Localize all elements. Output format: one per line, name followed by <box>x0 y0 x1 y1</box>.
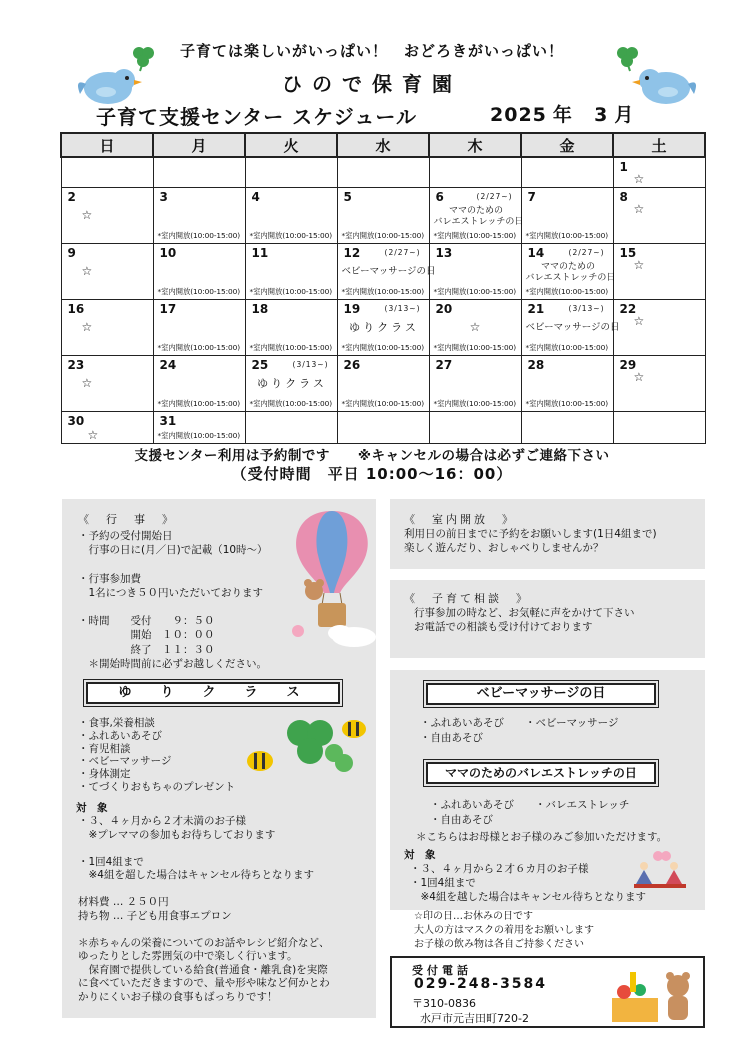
event-name: ママのための バレエストレッチの日 <box>525 261 616 283</box>
holiday-star: ☆ <box>633 172 645 186</box>
yuri-target-line: ＊赤ちゃんの栄養についてのお話やレシピ紹介など、 <box>78 936 330 949</box>
calendar-day-20 <box>429 299 521 355</box>
events-details <box>78 529 268 671</box>
day-number: 12 <box>343 245 361 260</box>
weekday-label: 金 <box>521 133 613 157</box>
calendar-day-6 <box>429 187 524 243</box>
day-number: 25 <box>251 357 269 372</box>
open-room-label: *室内開放(10:00-15:00) <box>157 342 240 352</box>
calendar-day-15 <box>613 243 705 299</box>
events-heading: 《 行 事 》 <box>78 513 176 526</box>
open-room-label: *室内開放(10:00-15:00) <box>525 286 608 296</box>
baby-massage-line: ・自由あそび <box>420 732 483 744</box>
day-number: 23 <box>67 357 85 372</box>
event-booking-start: (3/13~) <box>568 303 605 313</box>
day-number: 3 <box>159 189 168 204</box>
bee-icon <box>242 711 372 791</box>
calendar-empty-cell <box>521 157 613 187</box>
yuri-item: ・身体測定 <box>78 768 131 781</box>
day-number: 4 <box>251 189 260 204</box>
day-number: 21 <box>527 301 545 316</box>
day-number: 22 <box>619 301 637 316</box>
postal-code: 〒310-0836 <box>412 997 476 1010</box>
open-room-line: 楽しく遊んだり、おしゃべりしませんか？ <box>404 542 604 554</box>
events-line: 行事の日に(月／日)で記載（10時～） <box>78 544 268 557</box>
ballet-note: ＊こちらはお母様とお子様のみご参加いただけます。 <box>416 831 668 843</box>
day-number: 6 <box>435 189 444 204</box>
day-number: 9 <box>67 245 76 260</box>
calendar-day-14 <box>521 243 616 299</box>
calendar-day-4 <box>245 187 337 243</box>
open-room-panel <box>390 499 705 569</box>
calendar-empty-cell <box>153 157 245 187</box>
programs-panel <box>390 670 705 910</box>
yuri-target-line: かりにくいお子様の食事もばっちりです！ <box>78 990 278 1003</box>
event-name: ベビーマッサージの日 <box>341 265 436 277</box>
reception-hours: （受付時間 平日 10:00～16：00） <box>231 465 513 483</box>
calendar-day-31 <box>153 411 245 443</box>
calendar-empty-cell <box>245 157 337 187</box>
year-month <box>490 100 640 127</box>
calendar-week <box>61 187 705 243</box>
notice-line: お子様の飲み物は各自ご持参ください <box>414 939 584 950</box>
yuri-target-line: ※プレママの参加もお待ちしております <box>78 828 276 841</box>
calendar-day-5 <box>337 187 429 243</box>
holiday-star: ☆ <box>87 427 99 442</box>
notice <box>414 910 594 952</box>
event-booking-start: (2/27~) <box>568 247 605 257</box>
day-number: 15 <box>619 245 637 260</box>
calendar-day-12 <box>337 243 436 299</box>
weekday-label: 土 <box>613 133 705 157</box>
events-line: 開始 １０：００ <box>78 629 215 642</box>
weekday-label: 水 <box>337 133 429 157</box>
calendar-empty-cell <box>521 411 613 443</box>
holiday-star: ☆ <box>469 319 481 334</box>
day-number: 31 <box>159 413 177 428</box>
day-number: 5 <box>343 189 352 204</box>
events-line: ・予約の受付開始日 <box>78 530 173 542</box>
month: 3 <box>594 104 609 126</box>
open-room-label: *室内開放(10:00-15:00) <box>341 398 424 408</box>
calendar-day-16 <box>61 299 153 355</box>
ballet-line: ・ふれあいあそび ・バレエストレッチ <box>430 799 630 811</box>
open-room-line: 利用日の前日までに予約をお願いします(1日4組まで) <box>404 528 657 540</box>
calendar-day-28 <box>521 355 613 411</box>
open-room-label: *室内開放(10:00-15:00) <box>157 230 240 240</box>
calendar-day-30 <box>61 411 153 443</box>
open-room-label: *室内開放(10:00-15:00) <box>433 230 516 240</box>
consult-line: お電話での相談も受け付けております <box>414 621 593 633</box>
calendar-day-23 <box>61 355 153 411</box>
clover-icon <box>614 44 640 72</box>
calendar-day-7 <box>521 187 613 243</box>
yuri-target-line <box>78 842 330 856</box>
calendar-day-1 <box>613 157 705 187</box>
calendar-week <box>61 411 705 443</box>
ballet-title: ママのためのバレエストレッチの日 <box>426 762 656 784</box>
yuri-target-line: ・1回4組まで <box>78 855 144 868</box>
notice-line: ☆印の日…お休みの日です <box>414 911 533 922</box>
day-number: 17 <box>159 301 177 316</box>
yuri-item: ・てづくりおもちゃのプレゼント <box>78 780 236 793</box>
tagline: 子育ては楽しいがいっぱい！ おどろきがいっぱい！ <box>179 42 564 60</box>
events-line <box>78 557 268 571</box>
address: 水戸市元吉田町720-2 <box>420 1012 529 1025</box>
consult-heading: 《 子育て相談 》 <box>404 592 530 605</box>
event-name: ゆりクラス <box>257 376 327 390</box>
open-room-label: *室内開放(10:00-15:00) <box>249 398 332 408</box>
yuri-target-line: 持ち物 … 子ども用食事エプロン <box>78 909 232 922</box>
day-number: 8 <box>619 189 628 204</box>
day-number: 14 <box>527 245 545 260</box>
weekday-label: 月 <box>153 133 245 157</box>
yuri-target-line: ・３、４ヶ月から２才未満のお子様 <box>78 815 246 827</box>
holiday-star: ☆ <box>633 313 645 328</box>
holiday-star: ☆ <box>633 201 645 216</box>
yuri-target-line: 材料費 … ２５０円 <box>78 896 169 908</box>
day-number: 2 <box>67 189 76 204</box>
calendar-day-11 <box>245 243 337 299</box>
hot-air-balloon-illustration <box>284 507 380 657</box>
yuri-class-title: ゆ り ク ラ ス <box>86 682 340 704</box>
baby-massage-line: ・ふれあいあそび ・ベビーマッサージ <box>420 717 619 729</box>
weekday-label: 火 <box>245 133 337 157</box>
calendar-week <box>61 355 705 411</box>
open-room-label: *室内開放(10:00-15:00) <box>525 230 608 240</box>
open-room-label: *室内開放(10:00-15:00) <box>249 342 332 352</box>
open-room-label: *室内開放(10:00-15:00) <box>157 398 240 408</box>
yuri-target-line <box>78 923 330 937</box>
calendar-day-25 <box>245 355 337 411</box>
calendar-empty-cell <box>337 157 429 187</box>
open-room-label: *室内開放(10:00-15:00) <box>433 398 516 408</box>
open-room-label: *室内開放(10:00-15:00) <box>433 342 516 352</box>
yuri-target-line: に食べていただきますので、量や形や味など何かとわ <box>78 977 330 989</box>
hina-doll-icon <box>632 850 688 890</box>
calendar-empty-cell <box>61 157 153 187</box>
yuri-target-line: ※4組を超した場合はキャンセル待ちとなります <box>78 869 314 881</box>
weekday-header <box>61 133 705 157</box>
calendar-empty-cell <box>337 411 429 443</box>
open-room-label: *室内開放(10:00-15:00) <box>249 286 332 296</box>
holiday-star: ☆ <box>81 207 93 222</box>
reservation-notice: 支援センター利用は予約制です ※キャンセルの場合は必ずご連絡下さい <box>134 448 610 464</box>
calendar-empty-cell <box>429 157 521 187</box>
yuri-target-label: 対 象 <box>76 802 108 814</box>
calendar-week <box>61 157 705 187</box>
year-unit: 年 <box>552 104 573 126</box>
day-number: 11 <box>251 245 269 260</box>
day-number: 27 <box>435 357 453 372</box>
calendar-empty-cell <box>245 411 337 443</box>
events-line <box>78 600 268 614</box>
day-number: 24 <box>159 357 177 372</box>
calendar-table <box>60 132 706 444</box>
yuri-target-line <box>78 883 330 897</box>
ballet-target-label: 対 象 <box>404 849 436 861</box>
day-number: 7 <box>527 189 536 204</box>
open-room-label: *室内開放(10:00-15:00) <box>249 230 332 240</box>
year: 2025 <box>490 104 547 126</box>
open-room-label: *室内開放(10:00-15:00) <box>525 398 608 408</box>
open-room-label: *室内開放(10:00-15:00) <box>525 342 608 352</box>
holiday-star: ☆ <box>81 319 93 334</box>
holiday-star: ☆ <box>633 257 645 272</box>
yuri-item: ・ベビーマッサージ <box>78 755 172 768</box>
yuri-target-line: 保育園で提供している給食(普通食・離乳食)を実際 <box>78 963 328 976</box>
ballet-target-line: ※4組を越した場合はキャンセル待ちとなります <box>410 891 646 903</box>
toy-box-illustration <box>606 964 702 1026</box>
event-booking-start: (2/27~) <box>476 191 513 201</box>
baby-massage-title: ベビーマッサージの日 <box>426 683 656 705</box>
page-title: 子育て支援センター スケジュール <box>96 105 417 129</box>
yuri-items <box>78 717 235 794</box>
month-unit: 月 <box>614 104 635 126</box>
open-room-label: *室内開放(10:00-15:00) <box>157 430 240 440</box>
open-room-label: *室内開放(10:00-15:00) <box>341 342 424 352</box>
calendar-week <box>61 243 705 299</box>
events-line: 1名につき５０円いただいております <box>78 586 263 599</box>
event-name: ベビーマッサージの日 <box>525 321 620 333</box>
day-number: 18 <box>251 301 269 316</box>
events-line: ・時間 受付 ９：５０ <box>78 615 215 628</box>
clover-icon <box>130 44 156 72</box>
org-name: ひので保育園 <box>282 72 462 96</box>
calendar-day-19 <box>337 299 429 355</box>
day-number: 28 <box>527 357 545 372</box>
day-number: 16 <box>67 301 85 316</box>
open-room-label: *室内開放(10:00-15:00) <box>433 286 516 296</box>
ballet-target-line: ・３、４ヶ月から２才６カ月のお子様 <box>410 863 589 875</box>
event-name: ママのための バレエストレッチの日 <box>433 205 524 227</box>
day-number: 1 <box>619 160 628 174</box>
day-number: 10 <box>159 245 177 260</box>
calendar-week <box>61 299 705 355</box>
contact-label: 受付電話 <box>412 964 472 977</box>
calendar-day-24 <box>153 355 245 411</box>
yuri-item: ・ふれあいあそび <box>78 729 162 742</box>
day-number: 13 <box>435 245 453 260</box>
events-line: 終了 １１：３０ <box>78 643 215 656</box>
ballet-line: ・自由あそび <box>430 814 493 826</box>
calendar-day-17 <box>153 299 245 355</box>
calendar-empty-cell <box>613 411 705 443</box>
events-line: ＊開始時間前に必ずお越しください。 <box>78 657 267 670</box>
calendar-day-10 <box>153 243 245 299</box>
holiday-star: ☆ <box>81 375 93 390</box>
day-number: 19 <box>343 301 361 316</box>
calendar-day-27 <box>429 355 521 411</box>
open-room-label: *室内開放(10:00-15:00) <box>157 286 240 296</box>
yuri-item: ・食事,栄養相談 <box>78 717 155 729</box>
consult-panel <box>390 580 705 658</box>
event-booking-start: (2/27~) <box>384 247 421 257</box>
open-room-label: *室内開放(10:00-15:00) <box>341 286 424 296</box>
events-line: ・行事参加費 <box>78 572 141 585</box>
open-room-label: *室内開放(10:00-15:00) <box>341 230 424 240</box>
ballet-target-line: ・1回4組まで <box>410 877 476 889</box>
calendar-day-9 <box>61 243 153 299</box>
calendar-day-22 <box>613 299 705 355</box>
weekday-label: 木 <box>429 133 521 157</box>
calendar-day-8 <box>613 187 705 243</box>
yuri-item: ・育児相談 <box>78 742 131 755</box>
day-number: 30 <box>67 413 85 428</box>
calendar-day-18 <box>245 299 337 355</box>
day-number: 20 <box>435 301 453 316</box>
event-booking-start: (3/13~) <box>292 359 329 369</box>
calendar-empty-cell <box>429 411 521 443</box>
contact-box <box>390 956 705 1028</box>
weekday-label: 日 <box>61 133 153 157</box>
events-panel <box>62 499 376 1018</box>
calendar-day-2 <box>61 187 153 243</box>
calendar-day-26 <box>337 355 429 411</box>
yuri-target-line: ゆったりとした雰囲気の中で楽しく行います。 <box>78 950 298 962</box>
calendar-day-29 <box>613 355 705 411</box>
open-room-heading: 《 室内開放 》 <box>404 513 516 526</box>
event-name: ゆりクラス <box>349 320 419 334</box>
day-number: 26 <box>343 357 361 372</box>
day-number: 29 <box>619 357 637 372</box>
holiday-star: ☆ <box>81 263 93 278</box>
yuri-target-details <box>78 815 330 1004</box>
notice-line: 大人の方はマスクの着用をお願いします <box>414 925 594 936</box>
calendar-day-13 <box>429 243 521 299</box>
event-booking-start: (3/13~) <box>384 303 421 313</box>
calendar-day-3 <box>153 187 245 243</box>
calendar-day-21 <box>521 299 620 355</box>
phone-number[interactable]: 029-248-3584 <box>414 976 548 992</box>
consult-line: 行事参加の時など、お気軽に声をかけて下さい <box>414 607 635 619</box>
holiday-star: ☆ <box>633 369 645 384</box>
